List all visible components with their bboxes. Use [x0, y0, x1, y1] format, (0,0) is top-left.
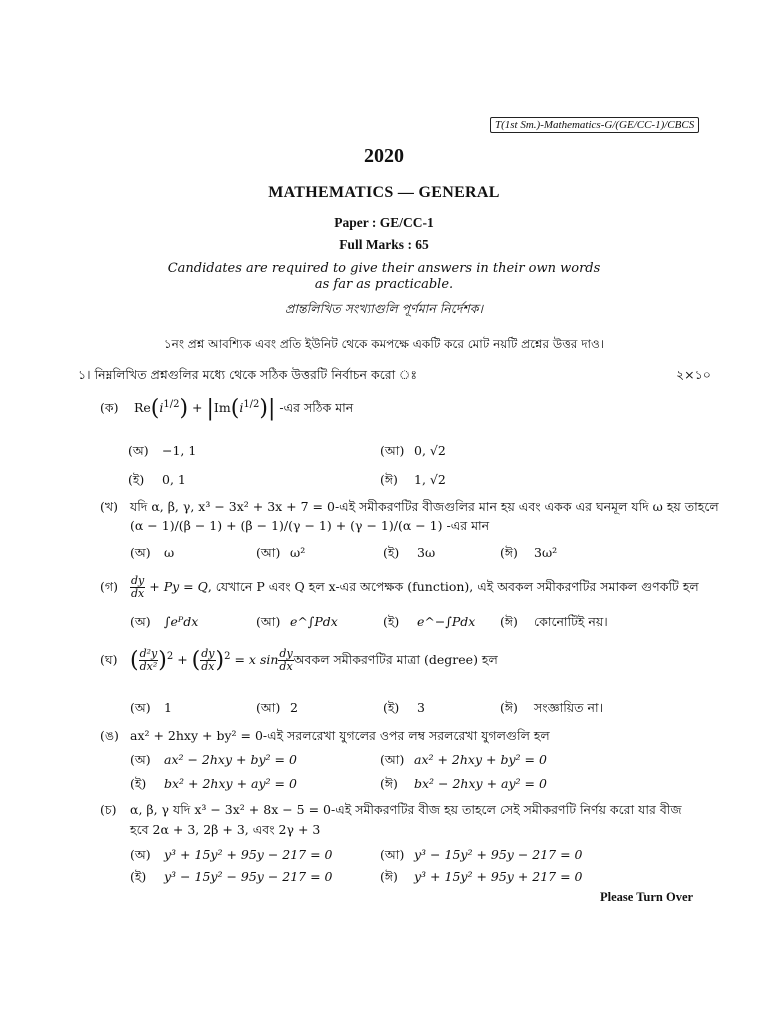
option-label: (আ) [256, 545, 281, 560]
sub-label: (গ) [100, 579, 118, 594]
option-label: (আ) [380, 752, 405, 767]
imag-unit-2: i [239, 400, 244, 415]
sub-label: (ঘ) [100, 652, 118, 667]
option-text: কোনোটিই নয়। [534, 614, 608, 629]
option-c-3 [383, 614, 475, 634]
power-2: 2 [224, 650, 231, 662]
option-f-2 [380, 847, 583, 867]
option-text: 1 [164, 700, 172, 715]
option-label: (ঈ) [380, 869, 398, 884]
option-text: 2 [290, 700, 298, 715]
rhs: = x sin [234, 652, 279, 667]
sub-label: (চ) [100, 802, 117, 817]
option-d-1 [130, 700, 172, 720]
option-text: 0, 1 [162, 472, 186, 487]
option-text: 3ω² [534, 545, 558, 560]
question-text: নিম্নলিখিত প্রশ্নগুলির মধ্যে থেকে সঠিক উত্তরটি নির্বাচন করো ঃ [94, 367, 418, 382]
ode-equation: + Py = Q [149, 579, 208, 594]
margin-note: প্রান্তলিখিত সংখ্যাগুলি পূর্ণমান নির্দেশক। [285, 301, 483, 316]
option-text: y³ + 15y² + 95y − 217 = 0 [164, 847, 333, 862]
option-text: e^−∫Pdx [417, 614, 476, 629]
option-label: (ই) [383, 614, 400, 629]
option-text: y³ − 15y² + 95y − 217 = 0 [414, 847, 583, 862]
option-f-4 [380, 869, 583, 889]
option-label: (ঈ) [380, 776, 398, 791]
option-e-4 [380, 776, 547, 796]
option-b-4 [500, 545, 557, 565]
option-label: (ঈ) [500, 614, 518, 629]
option-label: (ঈ) [500, 700, 518, 715]
sub-question-c [100, 575, 699, 600]
option-e-3 [130, 776, 297, 796]
second-derivative: $\frac{\text{d²y}}{\text{dx²}}$ [139, 647, 158, 673]
option-c-1 [130, 614, 198, 634]
option-text: y³ + 15y² + 95y + 217 = 0 [414, 869, 583, 884]
option-text: 0, √2 [414, 443, 446, 458]
option-label: (আ) [256, 700, 281, 715]
please-turn-over: Please Turn Over [600, 890, 694, 904]
sub-label: (খ) [100, 499, 118, 514]
sub-d-text: অবকল সমীকরণটির মাত্রা (degree) হল [293, 652, 498, 667]
option-text: 1, √2 [414, 472, 446, 487]
option-text: ω² [290, 545, 306, 560]
sub-question-d: (ঘ) ( $\frac{\text{d²y}}{\text{dx²}}$ )$^2$ + ( $\frac{dy}{dx}$ )$^2$ = x sin $\frac{dy}{dx}$ অবকল সমীকরণটির মাত্রা (degree) হল [100, 647, 498, 673]
imag-unit: i [159, 400, 164, 415]
exponent-half: 1/2 [163, 398, 180, 410]
sub-b-line-2: (α − 1)/(β − 1) + (β − 1)/(γ − 1) + (γ − 1)/(α − 1) -এর মান [130, 518, 490, 533]
option-label: (ই) [130, 869, 147, 884]
option-text: ax² − 2hxy + by² = 0 [164, 752, 297, 767]
option-a-4 [380, 472, 446, 492]
question-number: ১। [78, 367, 91, 382]
option-label: (আ) [380, 443, 405, 458]
sub-label: (ঙ) [100, 728, 119, 743]
sub-question-e [100, 728, 550, 748]
option-text: bx² − 2hxy + ay² = 0 [414, 776, 547, 791]
power-1: 2 [166, 650, 174, 662]
option-d-4 [500, 700, 603, 720]
full-marks: Full Marks : 65 [339, 237, 429, 252]
sub-question-f [100, 802, 682, 822]
re-operator: Re [133, 400, 151, 415]
option-label: (ই) [128, 472, 145, 487]
instruction-bengali: ১নং প্রশ্ন আবশ্যিক এবং প্রতি ইউনিট থেকে কমপক্ষে একটি করে মোট নয়টি প্রশ্নের উত্তর দাও। [163, 337, 605, 351]
option-a-1 [128, 443, 196, 463]
question-1-header [78, 367, 417, 387]
sub-question-b [100, 499, 719, 519]
option-b-1 [130, 545, 174, 565]
option-label: (অ) [130, 700, 151, 715]
option-c-2 [256, 614, 338, 634]
question-marks: ২×১০ [676, 367, 711, 382]
sub-f-line-2: হবে 2α + 3, 2β + 3, এবং 2γ + 3 [130, 822, 321, 837]
option-d-2 [256, 700, 298, 720]
exponent-half-2: 1/2 [243, 398, 260, 410]
sub-question-a: (ক) $Re(i^{1/2}) + |Im(i^{1/2})|$ -এর সঠিক মান [100, 396, 354, 421]
option-text: 3ω [417, 545, 436, 560]
paper-label: Paper : GE/CC-1 [334, 215, 434, 230]
option-f-3 [130, 869, 333, 889]
sub-c-text: , যেখানে P এবং Q হল x-এর অপেক্ষক (function), এই অবকল সমীকরণটির সমাকল গুণকটি হল [207, 579, 699, 594]
option-label: (ঈ) [500, 545, 518, 560]
option-label: (আ) [380, 847, 405, 862]
sub-f-line-1: α, β, γ যদি x³ − 3x² + 8x − 5 = 0-এই সমীকরণটির বীজ হয় তাহলে সেই সমীকরণটি নির্ণয় করো যার বীজ [130, 802, 682, 817]
option-c-4 [500, 614, 608, 634]
option-text: 3 [417, 700, 425, 715]
option-text: y³ − 15y² − 95y − 217 = 0 [164, 869, 333, 884]
paper-code: T(1st Sm.)-Mathematics-G/(GE/CC-1)/CBCS [490, 117, 699, 133]
option-label: (অ) [128, 443, 149, 458]
option-text: bx² + 2hxy + ay² = 0 [164, 776, 297, 791]
sub-a-suffix: -এর সঠিক মান [279, 400, 354, 415]
subject-title: MATHEMATICS — GENERAL [268, 184, 500, 201]
option-text: ω [164, 545, 175, 560]
option-a-2 [380, 443, 446, 463]
option-a-3 [128, 472, 186, 492]
option-label: (ই) [383, 545, 400, 560]
option-label: (ঈ) [380, 472, 398, 487]
option-text: ∫eᴾdx [164, 614, 199, 629]
option-d-3 [383, 700, 425, 720]
exam-year: 2020 [364, 145, 404, 167]
option-text: e^∫Pdx [290, 614, 338, 629]
option-f-1 [130, 847, 333, 867]
option-label: (আ) [256, 614, 281, 629]
option-text: −1, 1 [162, 443, 197, 458]
option-b-2 [256, 545, 305, 565]
option-b-3 [383, 545, 435, 565]
sub-e-text: ax² + 2hxy + by² = 0-এই সরলরেখা যুগলের ওপর লম্ব সরলরেখা যুগলগুলি হল [130, 728, 550, 743]
instruction-line-2: as far as practicable. [314, 277, 454, 292]
derivative-fraction: $\frac{dy}{dx}$ [131, 574, 145, 600]
sub-label: (ক) [100, 400, 119, 415]
rhs-derivative: $\frac{dy}{dx}$ [279, 647, 293, 673]
option-label: (ই) [130, 776, 147, 791]
im-operator: Im [213, 400, 231, 415]
option-label: (অ) [130, 614, 151, 629]
option-text: সংজ্ঞায়িত না। [534, 700, 604, 715]
option-e-1 [130, 752, 297, 772]
instruction-english [0, 261, 768, 293]
option-text: ax² + 2hxy + by² = 0 [414, 752, 547, 767]
option-e-2 [380, 752, 547, 772]
instruction-line-1: Candidates are required to give their answers in their own words [167, 261, 601, 276]
option-label: (অ) [130, 545, 151, 560]
option-label: (ই) [383, 700, 400, 715]
option-label: (অ) [130, 752, 151, 767]
option-label: (অ) [130, 847, 151, 862]
first-derivative: $\frac{dy}{dx}$ [201, 647, 215, 673]
sub-b-line-1: যদি α, β, γ, x³ − 3x² + 3x + 7 = 0-এই সমীকরণটির বীজগুলির মান হয় এবং একক এর ঘনমূল যদি ω হয় তাহলে [130, 499, 719, 514]
